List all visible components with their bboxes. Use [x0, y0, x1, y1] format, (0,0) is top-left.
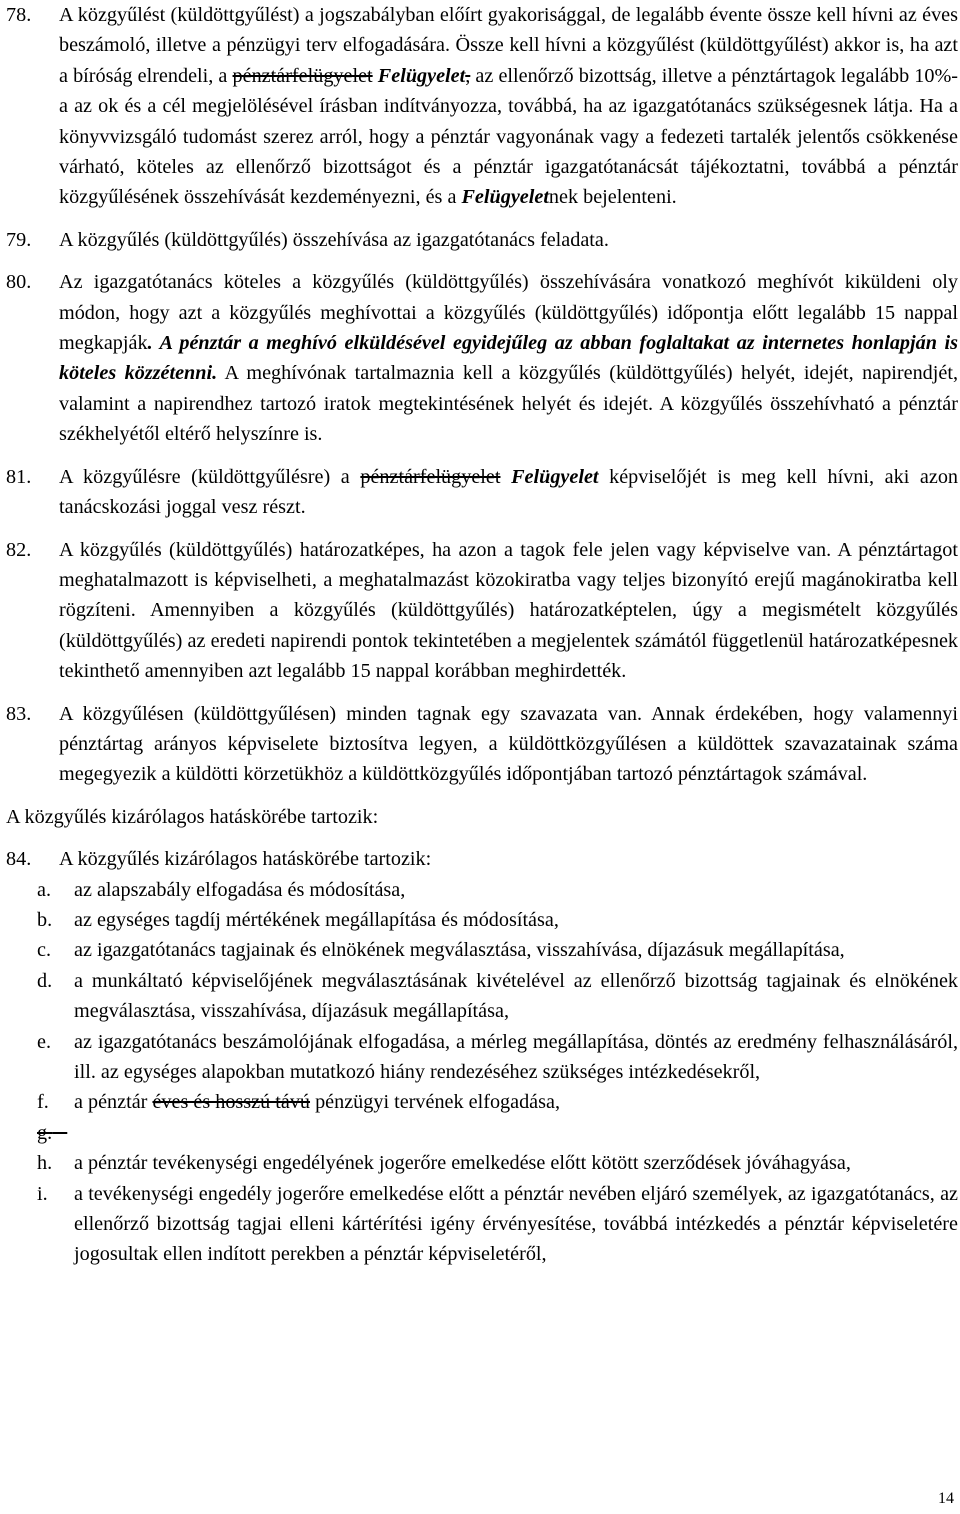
item-letter: d.: [37, 969, 53, 992]
text-run: Az igazgatótanács köteles a közgyűlés (küldöttgyűlés) összehívására vonatkozó meghívót kiküldeni oly módon, hogy azt a közgyűlés meghívottai a közgyűlés (küldöttgyűlés) időpontja előtt legalább 15 nappal megkapják: [59, 271, 958, 355]
text-run: az ellenőrző bizottság, illetve a pénztártagok legalább 10%-a az ok és a cél megjelölésével írásban indítványozza, továbbá, ha az igazgatótanács szükségesnek látja. Ha a könyvvizsgáló tudomást szerez arról, hogy a pénztár vagyonának vagy a fedezeti tartalék jelentős csökkenése várható, köteles az ellenőrző bizottságot és a pénztár igazgatótanácsát tájékoztatni, továbbá a pénztár közgyűlésének összehívását kezdeményezni, és a: [59, 64, 959, 209]
text-run: A közgyűlés (küldöttgyűlés) határozatképes, ha azon a tagok fele jelen vagy képviselve van. A pénztártagot meghatalmazott is képviselheti, a meghatalmazást közokiratba vagy teljes bizonyító erejű magánokiratba kell rögzíteni. Amennyiben a közgyűlés (küldöttgyűlés) határozatképtelen, úgy a megismételt közgyűlés (küldöttgyűlés) az eredeti napirendi pontok tekintetében a megjelentek számától függetlenül határozatképesnek tekinthető amennyiben azt legalább 15 nappal korábban meghirdették.: [59, 538, 958, 683]
item-letter: h.: [37, 1152, 53, 1175]
list-item-b: [37, 905, 958, 935]
article-number: 80.: [6, 271, 32, 294]
text-run: A közgyűlés (küldöttgyűlés) összehívása az igazgatótanács feladata.: [59, 228, 609, 251]
article-number: 81.: [6, 465, 32, 488]
article-text: [59, 0, 958, 213]
inserted-text: Felügyelet: [500, 465, 599, 488]
text-run: A meghívónak tartalmaznia kell a közgyűlés (küldöttgyűlés) helyét, idejét, napirendjét, valamint a napirendhez tartozó iratok megtekintésének helyét és idejét. A közgyűlés összehívható a pénztár székhelyétől eltérő helyszínre is.: [59, 362, 958, 446]
struck-text: [52, 1122, 67, 1144]
item-text: [74, 1087, 958, 1117]
page-number: 14: [938, 1490, 954, 1507]
text-run: a pénztár: [74, 1091, 153, 1114]
section-heading: A közgyűlés kizárólagos hatáskörébe tartozik:: [6, 805, 379, 828]
text-run: A közgyűlés kizárólagos hatáskörébe tartozik:: [59, 848, 432, 871]
text-run: nek bejelenteni.: [548, 186, 677, 209]
list-item-f: [37, 1087, 958, 1117]
article-text: [59, 844, 958, 874]
article-text: [59, 225, 958, 255]
article-text: [59, 267, 958, 449]
inserted-text: . A pénztár a meghívó elküldésével egyidejűleg az abban foglaltakat az internetes honlapján is köteles közzétenni.: [59, 332, 958, 385]
list-item-e: [37, 1027, 958, 1088]
article-81: [6, 462, 958, 523]
list-item-g: [37, 1118, 958, 1148]
text-run: A közgyűlésen (küldöttgyűlésen) minden tagnak egy szavazata van. Annak érdekében, hogy valamennyi pénztártag arányos képviselete biztosítva legyen, a küldöttközgyűlésen a küldöttek szavazatainak száma megegyezik a küldötti körzetükhöz a küldöttközgyűlés időpontjában tartozó pénztártagok számával.: [59, 702, 958, 786]
text-run: A közgyűlést (küldöttgyűlést) a jogszabályban előírt gyakorisággal, de legalább évente össze kell hívni az éves beszámoló, illetve a pénzügyi terv elfogadására. Össze kell hívni a közgyűlést (küldöttgyűlést) akkor is, ha azt a bíróság elrendeli, a: [59, 4, 958, 87]
article-text: [59, 462, 958, 523]
struck-text: pénztárfelügyelet: [232, 64, 373, 87]
item-letter: b.: [37, 908, 53, 931]
item-letter: f.: [37, 1091, 49, 1114]
article-82: [6, 535, 958, 687]
item-letter: [37, 1118, 67, 1148]
inserted-text: Felügyelet: [461, 186, 549, 209]
article-84: [6, 844, 958, 874]
struck-text: éves és hosszú távú: [152, 1091, 311, 1114]
article-79: [6, 225, 958, 255]
article-78: [6, 0, 958, 213]
item-text: a pénztár tevékenységi engedélyének jogerőre emelkedése előtt kötött szerződések jóváhagyása,: [74, 1152, 851, 1175]
item-text: az alapszabály elfogadása és módosítása,: [74, 878, 406, 901]
item-letter: a.: [37, 878, 52, 901]
article-number: 83.: [6, 702, 32, 725]
struck-text: ,: [465, 64, 471, 87]
text-run: képviselőjét is meg kell hívni, aki azon tanácskozási joggal vesz részt.: [59, 465, 959, 519]
list-item-d: [37, 966, 958, 1027]
list-item-h: [37, 1148, 958, 1178]
item-text: az igazgatótanács tagjainak és elnökének megválasztása, visszahívása, díjazásuk megállapítása,: [74, 939, 845, 962]
article-number: 78.: [6, 4, 32, 26]
item-text: a tevékenységi engedély jogerőre emelkedése előtt a pénztár nevében eljáró személyek, az igazgatótanács, az ellenőrző bizottság tagjai elleni kártérítési igény érvényesítése, továbbá intézkedés a pénztár képviseletére jogosultak ellen indított perekben a pénztár képviseletéről,: [74, 1182, 958, 1266]
article-text: [59, 699, 958, 790]
inserted-text: Felügyelet: [372, 64, 466, 87]
text-run: A közgyűlésre (küldöttgyűlésre) a: [59, 465, 361, 488]
list-item-a: [37, 875, 958, 905]
article-number: 79.: [6, 228, 32, 251]
item-letter: i.: [37, 1182, 48, 1205]
article-83: [6, 699, 958, 790]
text-run: pénzügyi tervének elfogadása,: [310, 1091, 561, 1114]
item-text: az egységes tagdíj mértékének megállapítása és módosítása,: [74, 908, 559, 931]
item-letter: e.: [37, 1030, 52, 1053]
list-item-i: [37, 1179, 958, 1270]
struck-letter: g.: [37, 1121, 53, 1144]
article-80: [6, 267, 958, 449]
item-text: a munkáltató képviselőjének megválasztásának kivételével az ellenőrző bizottság tagjainak és elnökének megválasztása, visszahívása, díjazásuk megállapítása,: [74, 969, 958, 1023]
list-item-c: [37, 935, 958, 965]
struck-text: pénztárfelügyelet: [360, 465, 501, 488]
item-letter: c.: [37, 939, 52, 962]
article-number: 84.: [6, 848, 32, 871]
article-number: 82.: [6, 538, 32, 561]
item-text: az igazgatótanács beszámolójának elfogadása, a mérleg megállapítása, döntés az eredmény felhasználásáról, ill. az egységes alapokban mutatkozó hiány rendezéséhez szükséges intézkedésekről,: [74, 1030, 958, 1083]
article-text: [59, 535, 958, 687]
item-text: [74, 1118, 958, 1148]
